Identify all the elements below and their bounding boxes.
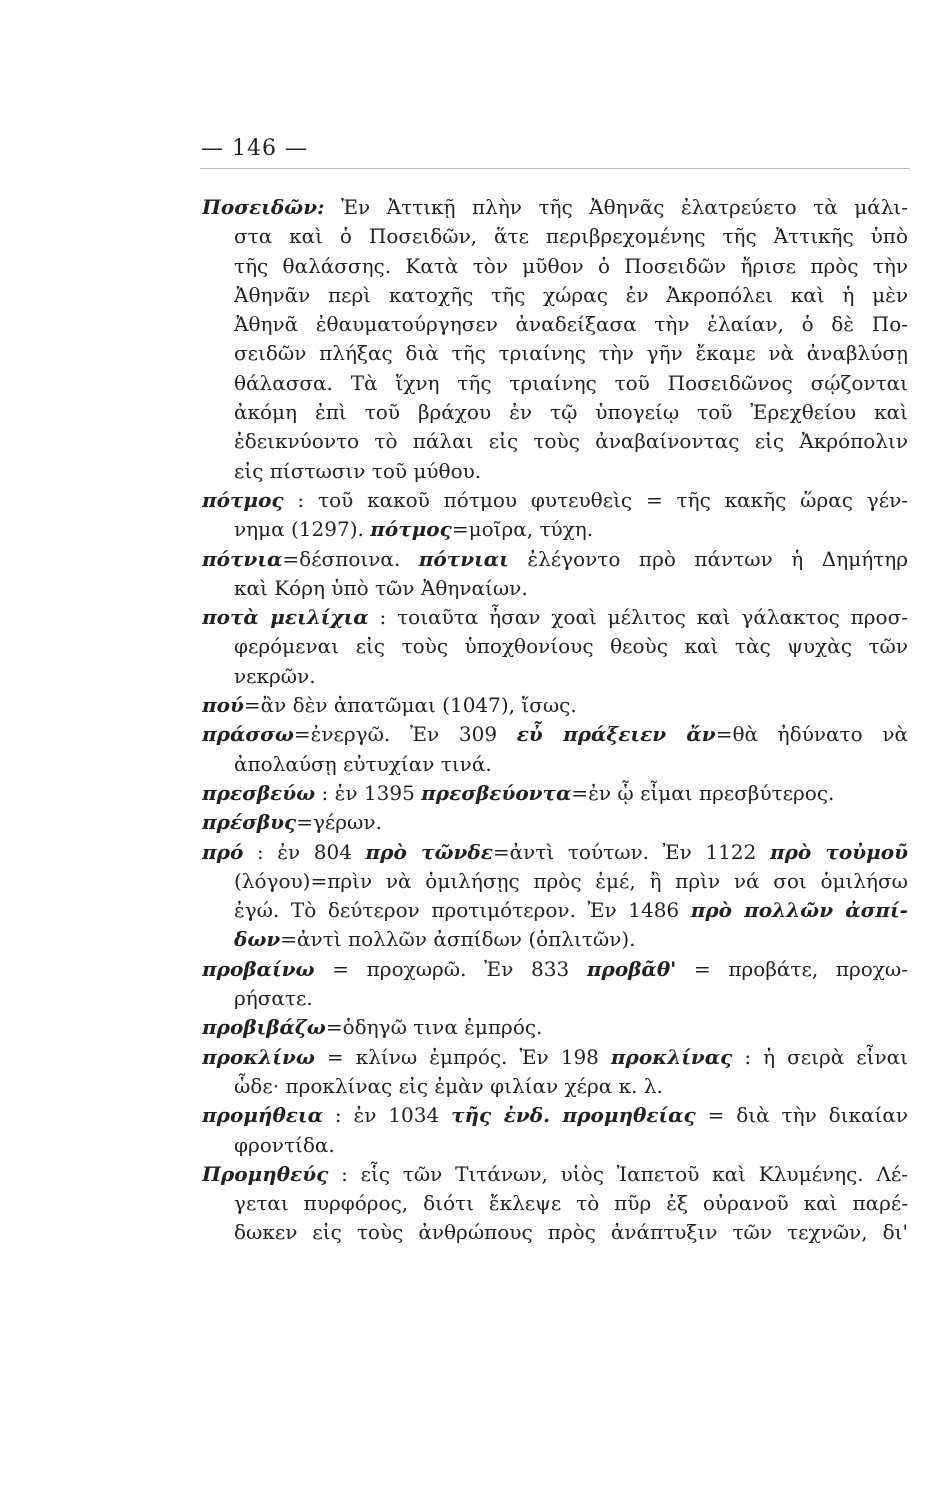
headword: πότμος	[202, 487, 284, 512]
headword: πότνια	[202, 546, 283, 571]
text-line	[202, 1131, 908, 1160]
text-line	[202, 808, 908, 837]
definition-text: γεται πυρφόρος, διότι ἔκλεψε τὸ πῦρ ἐξ οὐρανοῦ καὶ παρέ-	[234, 1191, 908, 1216]
text-line	[202, 691, 908, 720]
definition-text: ἀκόμη ἐπὶ τοῦ βράχου ἐν τῷ ὑπογείῳ τοῦ Ἐρεχθείου καὶ	[234, 400, 908, 425]
definition-text: Ἀθηνᾶ ἐθαυματούργησεν ἀναδείξασα τὴν ἐλαίαν, ὁ δὲ Πο-	[234, 312, 908, 337]
definition-text: : εἷς τῶν Τιτάνων, υἱὸς Ἰαπετοῦ καὶ Κλυμένης. Λέ-	[328, 1161, 908, 1186]
text-line	[202, 1218, 908, 1247]
definition-text: = προχωρῶ. Ἐν 833	[314, 956, 587, 981]
headword: προκλίνω	[202, 1044, 315, 1069]
definition-text: (λόγου)=πρὶν νὰ ὁμιλήσῃς πρὸς ἐμέ, ἢ πρὶν νά σοι ὁμιλήσω	[234, 868, 908, 893]
headword: Προμηθεύς	[202, 1161, 329, 1186]
text-line	[202, 574, 908, 603]
text-line	[202, 457, 908, 486]
headword: πρέσβυς	[202, 810, 297, 835]
headword: πρεσβεύω	[202, 780, 316, 805]
text-line	[202, 515, 908, 544]
headword: προκλίνας	[610, 1044, 733, 1069]
text-line	[202, 750, 908, 779]
text-line	[202, 720, 908, 749]
definition-text: φερόμεναι εἰς τοὺς ὑποχθονίους θεοὺς καὶ τὰς ψυχὰς τῶν	[234, 634, 908, 659]
text-line	[202, 545, 908, 574]
definition-text: ἐδεικνύοντο τὸ πάλαι εἰς τοὺς ἀναβαίνοντας εἰς Ἀκρόπολιν	[234, 429, 908, 454]
text-line	[202, 867, 908, 896]
headword: πράσσω	[202, 722, 294, 747]
definition-text: ὧδε· προκλίνας εἰς ἐμὰν φιλίαν χέρα κ. λ.	[234, 1073, 663, 1098]
headword: ποτὰ μειλίχια	[202, 605, 369, 630]
text-line	[202, 955, 908, 984]
headword: προβᾶθ'	[586, 956, 677, 981]
definition-text: =γέρων.	[296, 810, 382, 835]
headword: προμήθεια	[202, 1103, 324, 1128]
text-line	[202, 222, 908, 251]
definition-text: : ἡ σειρὰ εἶναι	[732, 1044, 908, 1069]
text-line	[202, 193, 908, 222]
definition-text: εἰς πίστωσιν τοῦ μύθου.	[234, 458, 482, 483]
headword: τῆς ἐνδ. προμηθείας	[451, 1103, 696, 1128]
text-line	[202, 779, 908, 808]
headword: πρό	[202, 839, 244, 864]
headword: πρὸ τοὐμοῦ	[769, 839, 908, 864]
text-line	[202, 427, 908, 456]
definition-text: στα καὶ ὁ Ποσειδῶν, ἅτε περιβρεχομένης τῆς Ἀττικῆς ὑπὸ	[234, 224, 908, 249]
definition-text: =μοῖρα, τύχη.	[451, 517, 594, 542]
text-line	[202, 662, 908, 691]
headword: δων	[234, 927, 281, 952]
text-line	[202, 339, 908, 368]
definition-text: =ἂν δὲν ἀπατῶμαι (1047), ἴσως.	[243, 693, 577, 718]
text-line	[202, 896, 908, 925]
text-line	[202, 632, 908, 661]
definition-text: ἐλέγοντο πρὸ πάντων ἡ Δημήτηρ	[508, 546, 908, 571]
definition-text: =θὰ ἠδύνατο νὰ	[715, 722, 908, 747]
headword: πρεσβεύοντα	[421, 780, 572, 805]
text-line	[202, 310, 908, 339]
definition-text: =ἐνεργῶ. Ἐν 309	[293, 722, 517, 747]
definition-text: φροντίδα.	[234, 1132, 335, 1157]
definition-text: θάλασσα. Τὰ ἴχνη τῆς τριαίνης τοῦ Ποσειδῶνος σῴζονται	[234, 370, 908, 395]
headword: προβιβάζω	[202, 1015, 326, 1040]
text-line	[202, 603, 908, 632]
definition-text: καὶ Κόρη ὑπὸ τῶν Ἀθηναίων.	[234, 575, 528, 600]
headword: Ποσειδῶν:	[202, 195, 325, 219]
text-line	[202, 1101, 908, 1130]
glossary-text	[202, 193, 908, 1248]
definition-text: =ἐν ᾧ εἶμαι πρεσβύτερος.	[571, 780, 835, 805]
definition-text: : ἐν 804	[243, 839, 366, 864]
page-number: — 146 —	[201, 136, 308, 161]
text-line	[202, 1189, 908, 1218]
definition-text: =ἀντὶ τούτων. Ἐν 1122	[492, 839, 770, 864]
text-line	[202, 1160, 908, 1189]
definition-text: = διὰ τὴν δικαίαν	[695, 1103, 908, 1128]
text-line	[202, 398, 908, 427]
headword: εὖ πράξειεν ἄν	[516, 722, 716, 747]
text-line	[202, 281, 908, 310]
headword: πότνιαι	[418, 546, 509, 571]
definition-text: νεκρῶν.	[234, 663, 316, 688]
headword: πότμος	[370, 517, 452, 542]
definition-text: νημα (1297).	[234, 517, 371, 542]
header-rule	[200, 168, 910, 169]
headword: προβαίνω	[202, 956, 315, 981]
definition-text: δωκεν εἰς τοὺς ἀνθρώπους πρὸς ἀνάπτυξιν τῶν τεχνῶν, δι'	[234, 1220, 908, 1245]
text-line	[202, 1043, 908, 1072]
definition-text: =δέσποινα.	[282, 546, 419, 571]
definition-text: ἐγώ. Τὸ δεύτερον προτιμότερον. Ἐν 1486	[234, 898, 691, 923]
text-line	[202, 1072, 908, 1101]
headword: πρὸ τῶνδε	[365, 839, 493, 864]
definition-text: Ἐν Ἀττικῇ πλὴν τῆς Ἀθηνᾶς ἐλατρεύετο τὰ μάλι-	[324, 195, 908, 219]
text-line	[202, 1013, 908, 1042]
definition-text: =ὁδηγῶ τινα ἐμπρός.	[325, 1015, 543, 1040]
definition-text: =ἀντὶ πολλῶν ἀσπίδων (ὁπλιτῶν).	[280, 927, 636, 952]
definition-text: ρήσατε.	[234, 986, 313, 1011]
definition-text: σειδῶν πλήξας διὰ τῆς τριαίνης τὴν γῆν ἔκαμε νὰ ἀναβλύσῃ	[234, 341, 908, 366]
text-line	[202, 984, 908, 1013]
text-line	[202, 486, 908, 515]
text-line	[202, 369, 908, 398]
text-line	[202, 925, 908, 954]
text-line	[202, 252, 908, 281]
definition-text: : τοιαῦτα ἦσαν χοαὶ μέλιτος καὶ γάλακτος προσ-	[368, 605, 908, 630]
text-line	[202, 838, 908, 867]
definition-text: τῆς θαλάσσης. Κατὰ τὸν μῦθον ὁ Ποσειδῶν ἤρισε πρὸς τὴν	[234, 253, 908, 278]
headword: πού	[202, 693, 244, 718]
definition-text: ἀπολαύσῃ εὐτυχίαν τινά.	[234, 751, 492, 776]
definition-text: = προβάτε, προχω-	[676, 956, 908, 981]
definition-text: Ἀθηνᾶν περὶ κατοχῆς τῆς χώρας ἐν Ἀκροπόλει καὶ ἡ μὲν	[234, 282, 908, 307]
definition-text: = κλίνω ἐμπρός. Ἐν 198	[314, 1044, 611, 1069]
definition-text: : τοῦ κακοῦ πότμου φυτευθεὶς = τῆς κακῆς ὥρας γέν-	[283, 487, 908, 512]
definition-text: : ἐν 1034	[323, 1103, 452, 1128]
definition-text: : ἐν 1395	[315, 780, 422, 805]
headword: πρὸ πολλῶν ἀσπί-	[690, 898, 908, 923]
